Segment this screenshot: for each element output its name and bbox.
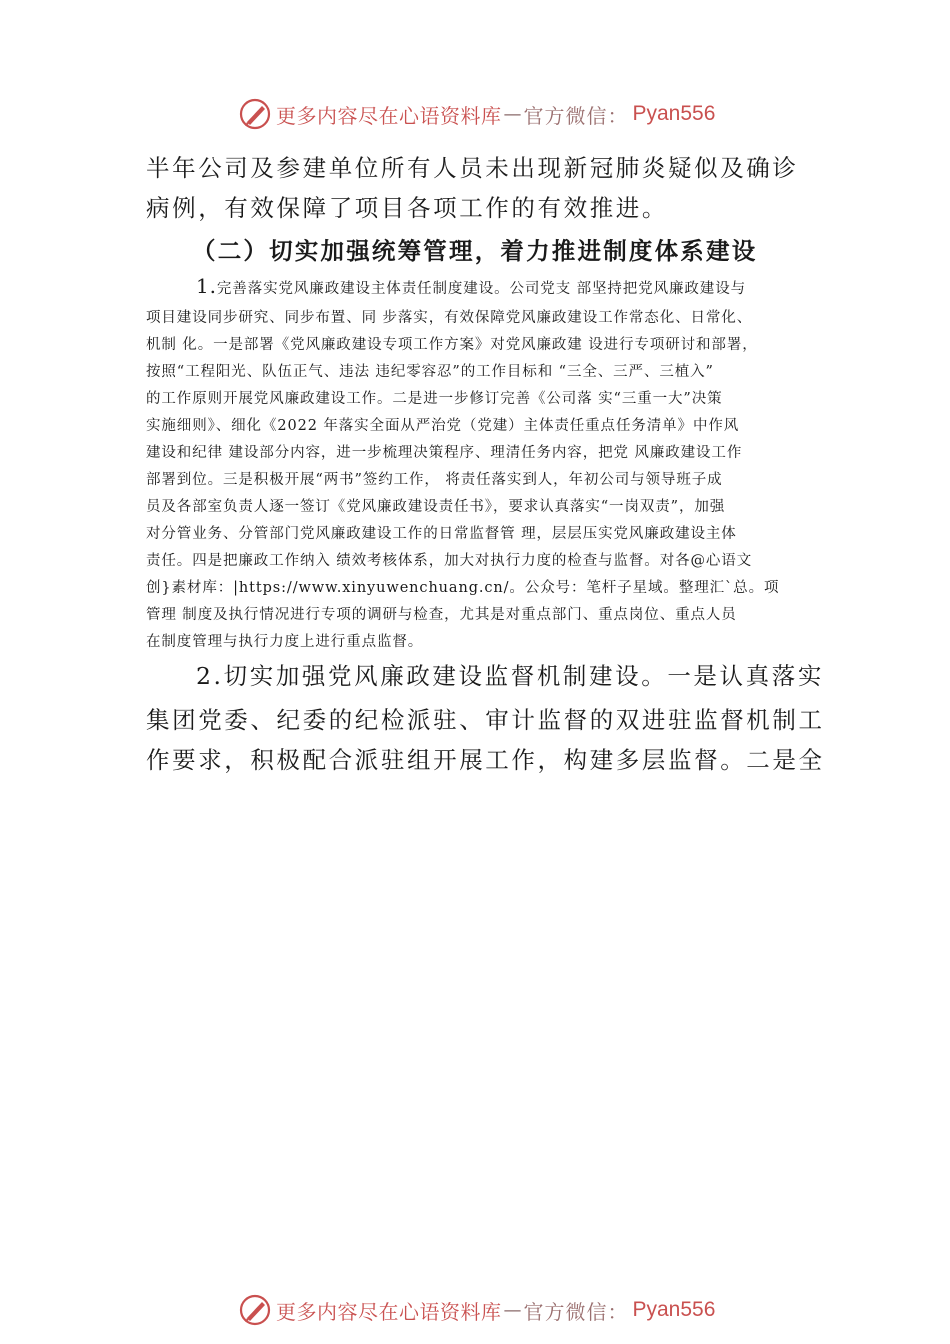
item1-line: 责任。四是把廉政工作纳入 绩效考核体系，加大对执行力度的检查与监督。对各@心语文 xyxy=(146,553,753,569)
item2-line: 2.切实加强党风廉政建设监督机制建设。一是认真落实 xyxy=(196,662,824,690)
item1-line: 机制 化。一是部署《党风廉政建设专项工作方案》对党风廉政建 设进行专项研讨和部署， xyxy=(146,337,758,353)
item1-line: 管理 制度及执行情况进行专项的调研与检查，尤其是对重点部门、重点岗位、重点人员 xyxy=(146,607,737,623)
banner-title: 更多内容尽在心语资料库 xyxy=(276,1299,502,1324)
item2-line: 集团党委、纪委的纪检派驻、审计监督的双进驻监督机制工 xyxy=(146,706,825,734)
item1-line: 在制度管理与执行力度上进行重点监督。 xyxy=(146,634,424,650)
item2-line: 作要求，积极配合派驻组开展工作，构建多层监督。二是全 xyxy=(146,746,825,774)
item1-line: 部署到位。三是积极开展“两书”签约工作， 将责任落实到人，年初公司与领导班子成 xyxy=(146,472,723,488)
item1-line: 实施细则》、细化《2022 年落实全面从严治党（党建）主体责任重点任务清单》中作风 xyxy=(146,418,740,434)
pen-logo-icon xyxy=(238,97,272,131)
banner-wechat-id: Pyan556 xyxy=(632,102,716,125)
item1-line: 员及各部室负责人逐一签订《党风廉政建设责任书》，要求认真落实“一岗双责”，加强 xyxy=(146,499,726,515)
banner-official-label: 官方微信： xyxy=(523,1299,629,1324)
section-heading: （二）切实加强统筹管理，着力推进制度体系建设 xyxy=(192,237,758,265)
item1-line: 对分管业务、分管部门党风廉政建设工作的日常监督管 理，层层压实党风廉政建设主体 xyxy=(146,526,737,542)
item1-line: 项目建设同步研究、同步布置、同 步落实，有效保障党风廉政建设工作常态化、日常化、 xyxy=(146,310,753,326)
banner-dash: — xyxy=(503,1299,522,1321)
banner-dash: — xyxy=(503,103,522,125)
header-watermark-banner xyxy=(238,94,738,134)
banner-wechat-id: Pyan556 xyxy=(632,1298,716,1321)
banner-official-label: 官方微信： xyxy=(523,103,629,128)
item1-line: 按照“工程阳光、队伍正气、违法 违纪零容忍”的工作目标和 “三全、三严、三植入” xyxy=(146,364,714,380)
pen-logo-icon xyxy=(238,1293,272,1327)
item1-first-line xyxy=(196,276,746,299)
item1-line: 建设和纪律 建设部分内容，进一步梳理决策程序、理清任务内容，把党 风廉政建设工作 xyxy=(146,445,743,461)
para-top-line: 半年公司及参建单位所有人员未出现新冠肺炎疑似及确诊 xyxy=(146,154,799,182)
item1-line: 完善落实党风廉政建设主体责任制度建设。公司党支 部坚持把党风廉政建设与 xyxy=(216,281,746,297)
item1-number: 1. xyxy=(196,274,217,298)
banner-title: 更多内容尽在心语资料库 xyxy=(276,103,502,128)
item1-line: 创}素材库：|https://www.xinyuwenchuang.cn/。公众号：笔杆子星域。整理汇`总。项 xyxy=(146,580,780,596)
footer-watermark-banner xyxy=(238,1290,738,1330)
para-top-line: 病例，有效保障了项目各项工作的有效推进。 xyxy=(146,194,668,222)
item1-line: 的工作原则开展党风廉政建设工作。二是进一步修订完善《公司落 实“三重一大”决策 xyxy=(146,391,723,407)
